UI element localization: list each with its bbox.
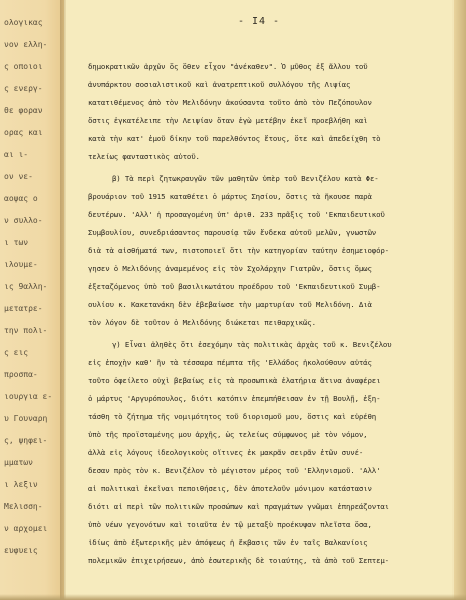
text-line: ὑπὸ τῆς προϊσταμένης μου ἀρχῆς, ὡς τελείως σύμφωνος μὲ τὸν νόμον, (88, 430, 368, 439)
text-line: αἱ πολιτικαὶ ἐκεῖναι πεποιθήσεις, δὲν ἀποτελοῦν μόνιμον κατάστασιν (88, 484, 372, 493)
previous-page-fragment: ις 9αλλη- (4, 282, 48, 291)
text-line: ἰδίως ἀπὸ ἐξωτερικῆς μὲν ἀπόψεως ἡ ἔκβασις τῶν ἐν ταῖς Βαλκανίοις (88, 538, 368, 547)
previous-page-fragment: μετατρε- (4, 304, 43, 313)
text-line: ουλίου κ. Κακετανάκη δὲν ἐβεβαίωσε τὴν μαρτυρίαν τοῦ Μελιδόνη. Διὰ (88, 300, 372, 309)
paragraph-c-start: γ) Εἶναι ἀληθὲς ὅτι ἐσεχόμην τὰς πολιτικὰς ἀρχὰς τοῦ κ. Βενιζέλου (112, 340, 392, 349)
previous-page-fragment: μματων (4, 458, 33, 467)
previous-page-fragment: ολογικας (4, 18, 43, 27)
text-line: τοῦτο ὀφείλετο οὐχὶ βεβαίως εἰς τὰ προσωπικὰ ἐλατήρια ἅτινα ἀναφέρει (88, 376, 381, 385)
previous-page-fragment: ι λεξιν (4, 480, 38, 489)
text-line: δημοκρατικῶν ἀρχῶν ὅς ὅθεν εἶχον "ἀνέκαθεν". Ὁ μῦθος ἐξ ἄλλου τοῦ (88, 62, 368, 71)
previous-page-fragment: ον νε- (4, 172, 33, 181)
text-line: ἀνυπάρκτου σοσιαλιστικοῦ καὶ ἀνατρεπτικοῦ συλλόγου τῆς Λιψίας (88, 80, 351, 89)
previous-page-fragment: ς οποιοι (4, 62, 43, 71)
text-line: τελείως φανταστικὸς αὐτοῦ. (88, 152, 200, 161)
text-line: γησεν ὁ Μελιδόνης ἀναμεμένος εἰς τὸν Σχολάρχην Γιατρῶν, ὅστις ὅμως (88, 264, 372, 273)
text-line: ὅστις ἐγκατέλειπε τὴν Λειψίαν ὅταν ἐγὼ μετέβην ἐκεῖ προεβλήθη καὶ (88, 116, 368, 125)
previous-page-fragment: ν αρχομει (4, 524, 48, 533)
text-line: ὁ μάρτυς 'Αργυρόπουλος, διότι κατόπιν ἐπεμπήθεισαν ἐν τῇ Βουλῇ, ἐξη- (88, 394, 381, 403)
previous-page-fragment: νον ελλη- (4, 40, 48, 49)
previous-page-fragment: προσπα- (4, 370, 38, 379)
text-line: εἰς ἐποχὴν καθ' ἣν τὰ τέσσαρα πέμπτα τῆς 'Ελλάδος ἠκολούθουν αὐτάς (88, 358, 372, 367)
previous-page-fragment: ς, ψηφει- (4, 436, 48, 445)
text-line: διότι αἱ περὶ τῶν πολιτικῶν προσώπων καὶ πραγμάτων γνῶμαι ἐπηρεάζονται (88, 502, 389, 511)
previous-page-fragment: την πολι- (4, 326, 48, 335)
page-number: - I4 - (237, 16, 281, 27)
previous-page-fragment: ς ενεργ- (4, 84, 43, 93)
previous-page-fragment: Μελισση- (4, 502, 43, 511)
previous-page-fragment: ορας και (4, 128, 43, 137)
previous-page-fragment: ιλουμε- (4, 260, 38, 269)
text-line: ὑπὸ νέων γεγονότων καὶ τοιαῦτα ἐν τῷ μεταξὺ προέκυψαν πλεῖστα ὅσα, (88, 520, 372, 529)
text-line: δευτέρων. 'Αλλ' ἡ προσαγομένη ὑπ' ἀριθ. 233 πρᾶξις τοῦ 'Εκπαιδευτικοῦ (88, 210, 385, 219)
page-right-edge (454, 0, 466, 600)
previous-page-fragment: θε φοραν (4, 106, 43, 115)
text-line: πολεμικῶν ἐπιχειρήσεων, ἀπὸ ἐσωτερικῆς δὲ τοιαύτης, τὰ ἀπὸ τοῦ Σεπτεμ- (88, 556, 389, 565)
previous-page-fragment: αοψας ο (4, 194, 38, 203)
text-line: δεσαν πρὸς τὸν κ. Βενιζέλον τὸ μέγιστον μέρος τοῦ 'Ελληνισμοῦ. 'Αλλ' (88, 466, 381, 475)
previous-page-fragment: ς εις (4, 348, 29, 357)
text-line: ἐξεταζόμενος ὑπὸ τοῦ βασιλικωτάτου προέδρου τοῦ 'Εκπαιδευτικοῦ Συμβ- (88, 282, 381, 291)
typewritten-page (66, 0, 452, 600)
previous-page-edge (0, 0, 64, 600)
text-line: κατατιθέμενος ἀπὸ τὸν Μελιδόνην ἀκούσαντα τοῦτο ἀπὸ τὸν Πεζόπουλον (88, 98, 372, 107)
text-line: τὸν λόγον δὲ τοῦτον ὁ Μελιδόνης διώκεται πειθαρχικῶς. (88, 318, 316, 327)
text-line: βρουάριον τοῦ 1915 καταθέτει ὁ μάρτυς Σησίου, ὅστις τὰ ἤκουσε παρὰ (88, 192, 372, 201)
text-line: Συμβουλίου, συνεδριάσαντος παρουσίᾳ τῶν ἕνδεκα αὐτοῦ μελῶν, γνωστῶν (88, 228, 377, 237)
previous-page-fragment: αι ι- (4, 150, 29, 159)
previous-page-fragment: ι των (4, 238, 29, 247)
text-line: διὰ τὰ αἰσθήματά των, πιστοποιεῖ ὅτι τὴν κατηγορίαν ταύτην ἐσημειοφόρ- (88, 246, 389, 255)
text-line: κατὰ τὴν κατ' ἐμοῦ δίκην τοῦ παρελθόντος ἔτους, ὅτε καὶ ἀπεδείχθη τὸ (88, 134, 381, 143)
previous-page-fragment: ευφυεις (4, 546, 38, 555)
page-bottom-edge (0, 594, 466, 600)
previous-page-fragment: ιουργια ε- (4, 392, 53, 401)
previous-page-fragment: ν συλλο- (4, 216, 43, 225)
text-line: ἀλλὰ εἰς λόγους ἰδεολογικοὺς οἵτινες ἐκ μακρᾶν σειρᾶν ἐτῶν συνέ- (88, 448, 364, 457)
text-line: τάσθη τὸ ζήτημα τῆς νομιμότητος τοῦ διορισμοῦ μου, ὅστις καὶ εὑρέθη (88, 412, 377, 421)
paragraph-b-start: β) Τὰ περὶ ζητωκραυγῶν τῶν μαθητῶν ὑπὲρ τοῦ Βενιζέλου κατὰ Φε- (112, 174, 379, 183)
previous-page-fragment: υ Γουναρη (4, 414, 48, 423)
